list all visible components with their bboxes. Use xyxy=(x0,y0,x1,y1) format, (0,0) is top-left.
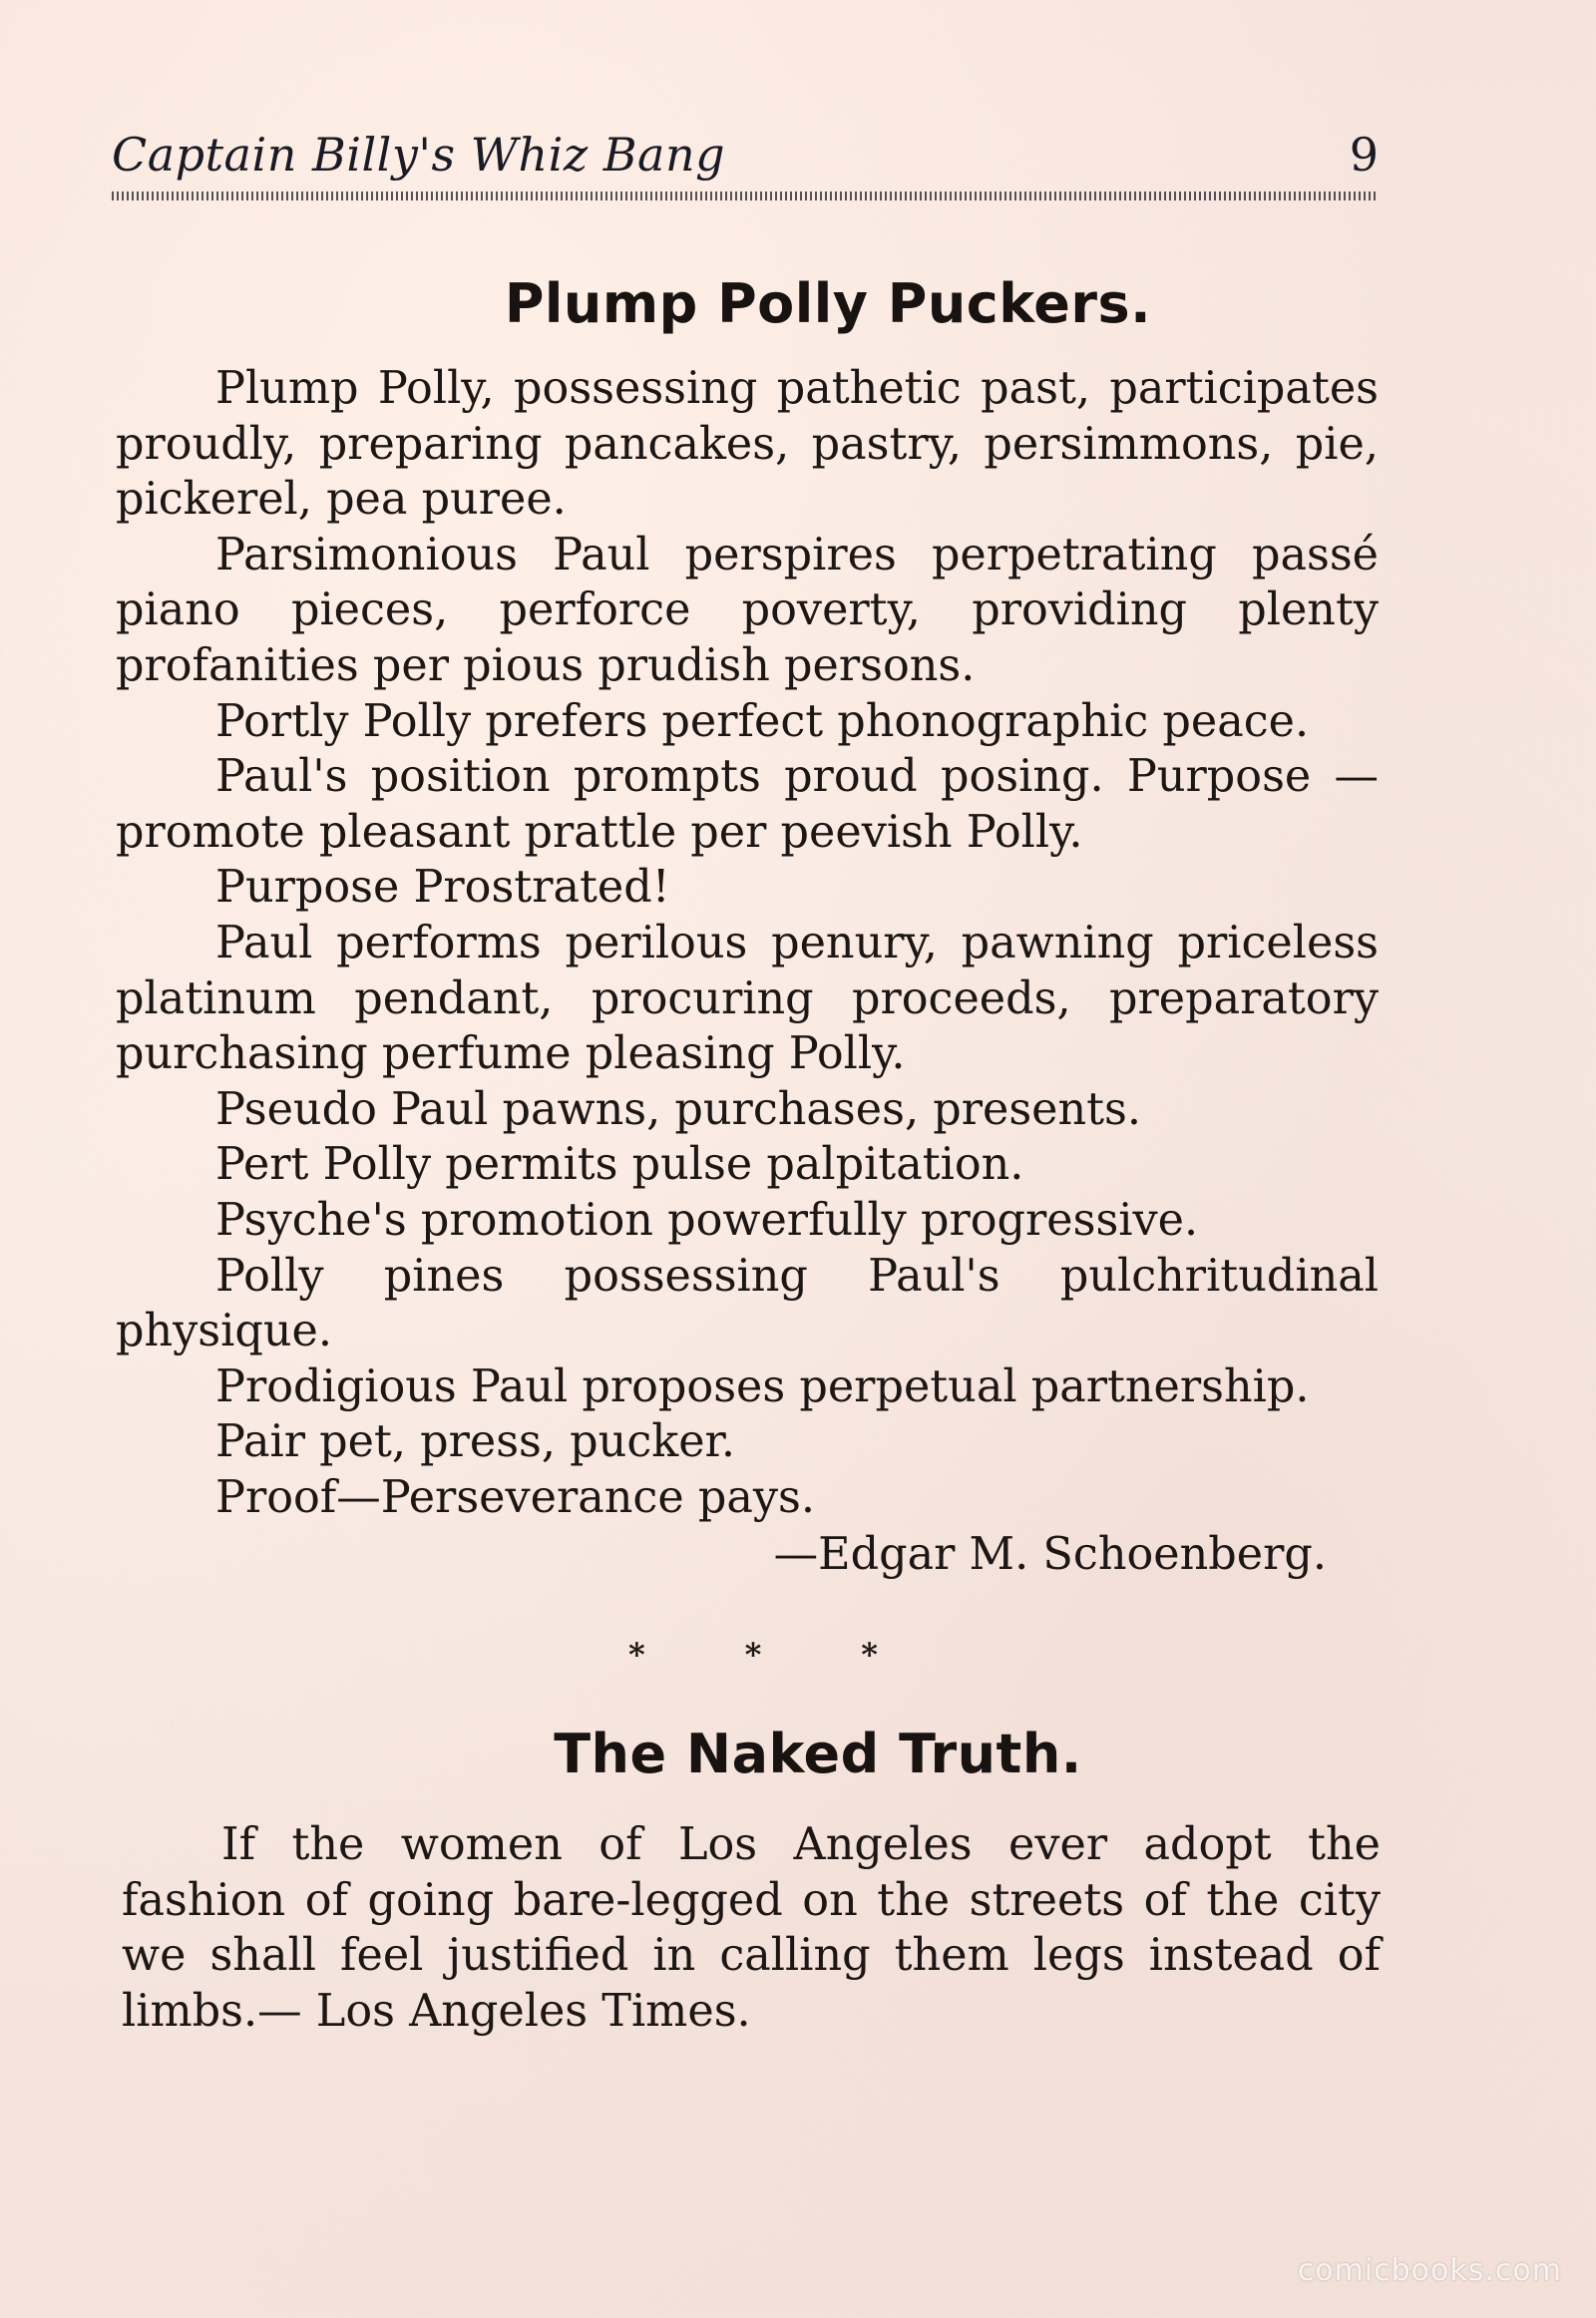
paragraph: Pert Polly permits pulse palpitation. xyxy=(215,1139,1024,1191)
paragraph: Polly pines possessing Paul's pulchritudinal physique. xyxy=(116,1250,1379,1357)
article-body xyxy=(122,1817,1381,2039)
asterisk: * xyxy=(861,1636,878,1674)
running-header xyxy=(112,128,1379,192)
author-attribution: —Edgar M. Schoenberg. xyxy=(773,1529,1327,1580)
paragraph: Pseudo Paul pawns, purchases, presents. xyxy=(215,1083,1142,1135)
running-title: Captain Billy's Whiz Bang xyxy=(112,128,726,182)
paragraph: Prodigious Paul proposes perpetual partnership. xyxy=(215,1360,1310,1412)
site-watermark: comicbooks.com xyxy=(1297,2253,1562,2288)
paragraph: Psyche's promotion powerfully progressive. xyxy=(215,1194,1199,1246)
paragraph: Parsimonious Paul perspires perpetrating passé piano pieces, perforce poverty, providing plenty profanities per pious prudish persons. xyxy=(116,529,1379,691)
paragraph: Portly Polly prefers perfect phonographic peace. xyxy=(215,695,1310,747)
header-rule xyxy=(112,192,1379,200)
paragraph: Pair pet, press, pucker. xyxy=(215,1416,736,1468)
section-separator xyxy=(628,1636,878,1674)
paragraph: Plump Polly, possessing pathetic past, participates proudly, preparing pancakes, pastry, persimmons, pie, pickerel, pea puree. xyxy=(116,363,1379,526)
article-title: Plump Polly Puckers. xyxy=(504,272,1152,335)
asterisk: * xyxy=(744,1636,762,1674)
asterisk: * xyxy=(628,1636,645,1674)
article-title: The Naked Truth. xyxy=(554,1723,1082,1785)
paragraph: Paul's position prompts proud posing. Purpose —promote pleasant prattle per peevish Polly. xyxy=(116,751,1379,858)
article-body xyxy=(116,361,1379,1525)
paragraph: Purpose Prostrated! xyxy=(215,862,670,914)
paragraph: Proof—Perseverance pays. xyxy=(215,1471,815,1523)
page-number: 9 xyxy=(1349,128,1379,182)
paragraph: If the women of Los Angeles ever adopt the fashion of going bare-legged on the streets of the city we shall feel justified in calling them legs instead of limbs.— Los Angeles Times. xyxy=(122,1819,1381,2037)
paragraph: Paul performs perilous penury, pawning priceless platinum pendant, procuring proceeds, preparatory purchasing perfume pleasing Polly. xyxy=(116,917,1379,1080)
